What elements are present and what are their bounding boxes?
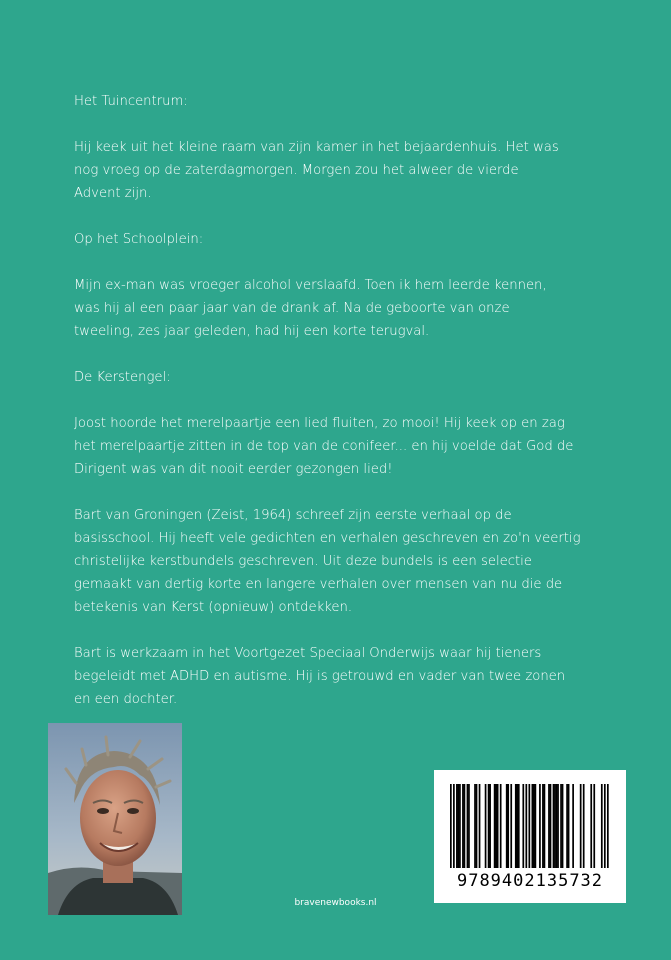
barcode-bar [488, 784, 490, 868]
barcode-bar [507, 784, 509, 868]
barcode-bar [535, 784, 537, 868]
barcode-bar [525, 784, 527, 868]
barcode-bar [497, 784, 499, 868]
barcode-bar [566, 784, 568, 868]
barcode-bar [532, 784, 534, 868]
barcode-bar [450, 784, 452, 868]
back-cover-text [74, 90, 619, 734]
barcode-bar [601, 784, 603, 868]
heading-kerstengel: De Kerstengel: [74, 370, 171, 385]
barcode-bar [556, 784, 558, 868]
barcode-bar [607, 784, 609, 868]
barcode-bar [500, 784, 502, 868]
author-profession: Bart is werkzaam in het Voortgezet Speciaal Onderwijs waar hij tieners begeleidt met ADHD en autisme. Hij is getrouwd en vader van twee zonen en een dochter. [74, 646, 566, 707]
barcode-bar [568, 784, 570, 868]
barcode-bar [583, 784, 585, 868]
barcode-bar [467, 784, 469, 868]
barcode-bar [494, 784, 496, 868]
barcode-bar [456, 784, 458, 868]
barcode-bar [542, 784, 544, 868]
barcode-bar [453, 784, 455, 868]
barcode-bar [489, 784, 491, 868]
barcode-bar [604, 784, 606, 868]
barcode-bar [562, 784, 564, 868]
barcode-bar [572, 784, 574, 868]
publisher-url: bravenewbooks.nl [294, 898, 377, 908]
author-bio: Bart van Groningen (Zeist, 1964) schreef zijn eerste verhaal op de basisschool. Hij heeft vele gedichten en verhalen geschreven en zo'n veertig christelijke kerstbundels geschreven. Uit deze bundels is een selectie gemaakt van dertig korte en langere verhalen over mensen van nu die de betekenis van Kerst (opnieuw) ontdekken. [74, 508, 581, 615]
barcode-bar [506, 784, 508, 868]
barcode-bar [476, 784, 478, 868]
barcode-bar [464, 784, 466, 868]
barcode-bar [539, 784, 541, 868]
barcode-bar [510, 784, 512, 868]
barcode-bar [474, 784, 476, 868]
excerpt-tuincentrum: Hij keek uit het kleine raam van zijn kamer in het bejaardenhuis. Het was nog vroeg op de zaterdagmorgen. Morgen zou het alweer de vierde Advent zijn. [74, 140, 559, 201]
barcode-bar [550, 784, 552, 868]
excerpt-kerstengel: Joost hoorde het merelpaartje een lied fluiten, zo mooi! Hij keek op en zag het merelpaartje zitten in de top van de conifeer... en hij voelde dat God de Dirigent was van dit nooit eerder gezongen lied! [74, 416, 574, 477]
barcode-bar [544, 784, 546, 868]
barcode-bar [485, 784, 487, 868]
isbn-barcode [434, 770, 626, 903]
excerpt-schoolplein: Mijn ex-man was vroeger alcohol verslaafd. Toen ik hem leerde kennen, was hij al een paar jaar van de drank af. Na de geboorte van onze tweeling, zes jaar geleden, had hij een korte terugval. [74, 278, 547, 339]
barcode-bar [528, 784, 530, 868]
barcode-bar [593, 784, 595, 868]
barcode-bar [462, 784, 464, 868]
barcode-bar [554, 784, 556, 868]
barcode-bar [557, 784, 559, 868]
barcode-bar [560, 784, 562, 868]
barcode-bar [459, 784, 461, 868]
barcode-bar [522, 784, 524, 868]
barcode-bar [553, 784, 555, 868]
barcode-bar [479, 784, 481, 868]
isbn-number: 9789402135732 [456, 871, 604, 891]
heading-tuincentrum: Het Tuincentrum: [74, 94, 188, 109]
barcode-bar [515, 784, 517, 868]
heading-schoolplein: Op het Schoolplein: [74, 232, 204, 247]
barcode-bar [580, 784, 582, 868]
barcode-bar [516, 784, 518, 868]
barcode-bar [495, 784, 497, 868]
barcode-bar [590, 784, 592, 868]
barcode-bar [533, 784, 535, 868]
author-photo [48, 723, 182, 915]
barcode-bar [468, 784, 470, 868]
barcode-bar [458, 784, 460, 868]
barcode-bar [518, 784, 520, 868]
barcode-bar [548, 784, 550, 868]
